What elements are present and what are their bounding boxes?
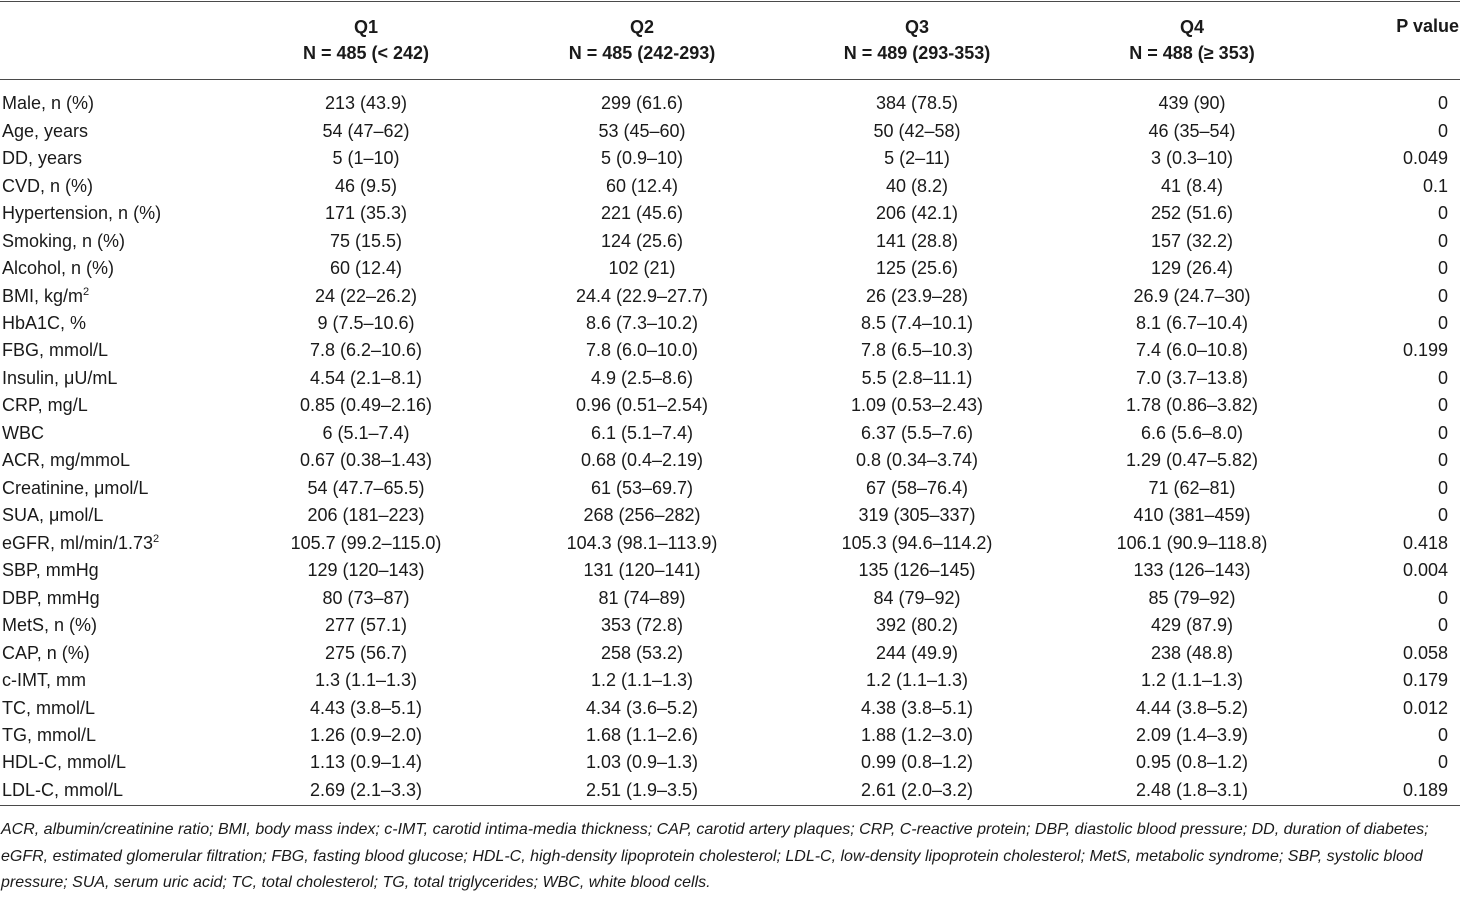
cell-q3: 5 (2–11) <box>884 148 950 169</box>
cell-q3: 7.8 (6.5–10.3) <box>860 340 974 361</box>
cell-q4: 7.4 (6.0–10.8) <box>1135 340 1249 361</box>
cell-p-value: 0 <box>1437 367 1448 388</box>
cell-q1: 60 (12.4) <box>329 258 403 279</box>
cell-q3: 5.5 (2.8–11.1) <box>861 367 973 388</box>
cell-q3: 244 (49.9) <box>875 642 959 663</box>
cell-q2: 104.3 (98.1–113.9) <box>566 532 718 553</box>
cell-q1: 54 (47.7–65.5) <box>307 477 425 498</box>
cell-q1: 213 (43.9) <box>324 93 408 114</box>
cell-q2: 4.9 (2.5–8.6) <box>590 367 694 388</box>
table-row <box>0 227 1460 254</box>
header-q3-title: Q3 <box>904 17 929 37</box>
row-label: CVD, n (%) <box>2 175 94 196</box>
cell-q4: 0.95 (0.8–1.2) <box>1135 752 1249 773</box>
cell-q1: 4.54 (2.1–8.1) <box>309 367 423 388</box>
cell-p-value: 0 <box>1437 725 1448 746</box>
cell-q3: 1.2 (1.1–1.3) <box>865 670 969 691</box>
superscript: 2 <box>153 532 160 545</box>
table-row <box>0 420 1460 447</box>
cell-q1: 1.3 (1.1–1.3) <box>314 670 418 691</box>
row-label: CRP, mg/L <box>2 395 88 416</box>
cell-q3: 392 (80.2) <box>875 615 959 636</box>
header-q1-title: Q1 <box>353 17 378 37</box>
cell-q2: 1.68 (1.1–2.6) <box>585 725 699 746</box>
table-row <box>0 777 1460 804</box>
cell-q2: 5 (0.9–10) <box>600 148 684 169</box>
cell-p-value: 0 <box>1437 312 1448 333</box>
cell-q2: 0.96 (0.51–2.54) <box>575 395 709 416</box>
spacer-row <box>0 80 1460 90</box>
cell-q3: 105.3 (94.6–114.2) <box>841 532 993 553</box>
cell-q1: 24 (22–26.2) <box>314 285 418 306</box>
row-label: Insulin, μU/mL <box>2 367 118 388</box>
table-row <box>0 612 1460 639</box>
cell-q4: 26.9 (24.7–30) <box>1133 285 1251 306</box>
superscript: 2 <box>83 285 90 298</box>
cell-p-value: 0 <box>1437 615 1448 636</box>
cell-q1: 9 (7.5–10.6) <box>317 312 415 333</box>
row-label: WBC <box>2 422 44 443</box>
table-row <box>0 200 1460 227</box>
cell-p-value: 0.199 <box>1402 340 1448 361</box>
cell-p-value: 0 <box>1437 395 1448 416</box>
cell-q4: 238 (48.8) <box>1150 642 1234 663</box>
cell-q2: 1.2 (1.1–1.3) <box>590 670 694 691</box>
cell-q3: 84 (79–92) <box>873 587 961 608</box>
cell-q2: 0.68 (0.4–2.19) <box>580 450 704 471</box>
cell-q2: 299 (61.6) <box>600 93 684 114</box>
cell-p-value: 0 <box>1437 422 1448 443</box>
cell-p-value: 0 <box>1437 230 1448 251</box>
cell-q4: 46 (35–54) <box>1148 120 1236 141</box>
cell-q3: 40 (8.2) <box>885 175 949 196</box>
row-label: Alcohol, n (%) <box>2 258 115 279</box>
cell-q1: 206 (181–223) <box>307 505 425 526</box>
cell-q4: 7.0 (3.7–13.8) <box>1135 367 1249 388</box>
table-row <box>0 667 1460 694</box>
cell-q2: 8.6 (7.3–10.2) <box>585 312 699 333</box>
cell-q4: 41 (8.4) <box>1160 175 1224 196</box>
row-label: FBG, mmol/L <box>2 340 109 361</box>
table-row <box>0 557 1460 584</box>
cell-q2: 131 (120–141) <box>583 560 701 581</box>
cell-p-value: 0.012 <box>1402 697 1448 718</box>
cell-q3: 141 (28.8) <box>875 230 959 251</box>
cell-q3: 6.37 (5.5–7.6) <box>860 422 974 443</box>
cell-q3: 26 (23.9–28) <box>865 285 969 306</box>
cell-q4: 129 (26.4) <box>1150 258 1234 279</box>
table-row <box>0 447 1460 474</box>
cell-q3: 1.09 (0.53–2.43) <box>850 395 984 416</box>
cell-q3: 50 (42–58) <box>873 120 961 141</box>
cell-q3: 0.99 (0.8–1.2) <box>860 752 974 773</box>
row-label: Creatinine, μmol/L <box>2 477 149 498</box>
cell-q1: 7.8 (6.2–10.6) <box>309 340 423 361</box>
cell-q1: 1.26 (0.9–2.0) <box>309 725 423 746</box>
cell-p-value: 0 <box>1437 258 1448 279</box>
row-label: BMI, $kg/m^2$ <box>2 285 90 306</box>
cell-q1: 0.85 (0.49–2.16) <box>299 395 433 416</box>
header-q1 <box>235 0 497 80</box>
cell-q1: 277 (57.1) <box>324 615 408 636</box>
row-label: DBP, mmHg <box>2 587 100 608</box>
table-row <box>0 172 1460 199</box>
cell-q4: 1.78 (0.86–3.82) <box>1125 395 1259 416</box>
cell-q3: 319 (305–337) <box>858 505 976 526</box>
row-label: HDL-C, mmol/L <box>2 752 127 773</box>
header-p-value <box>1337 0 1460 80</box>
table-footnote: ACR, albumin/creatinine ratio; BMI, body mass index; c-IMT, carotid intima-media thickness; CAP, carotid artery plaques; CRP, C-reactive protein; DBP, diastolic blood pressure; DD, duration of diabetes; eGFR, estimated glomerular filtration; FBG, fasting blood glucose; HDL-C, high-density lipoprotein cholesterol; LDL-C, low-density lipoprotein cholesterol; MetS, metabolic syndrome; SBP, systolic blood pressure; SUA, serum uric acid; TC, total cholesterol; TG, total triglycerides; WBC, white blood cells. <box>1 821 1429 891</box>
table-bottom-rule <box>0 805 1460 806</box>
cell-p-value: 0 <box>1437 93 1448 114</box>
cell-q3: 67 (58–76.4) <box>865 477 969 498</box>
header-row <box>0 0 1460 80</box>
header-q1-sub: N = 485 (< 242) <box>302 43 430 63</box>
row-label: MetS, n (%) <box>2 615 98 636</box>
cell-q3: 125 (25.6) <box>875 258 959 279</box>
cell-q4: 3 (0.3–10) <box>1150 148 1234 169</box>
table-row <box>0 145 1460 172</box>
cell-q1: 5 (1–10) <box>332 148 400 169</box>
cell-p-value: 0.179 <box>1402 670 1448 691</box>
header-q3 <box>787 0 1047 80</box>
cell-p-value: 0 <box>1437 752 1448 773</box>
cell-q3: 384 (78.5) <box>875 93 959 114</box>
table-row <box>0 722 1460 749</box>
cell-p-value: 0 <box>1437 505 1448 526</box>
row-label: Hypertension, n (%) <box>2 203 162 224</box>
table-row <box>0 694 1460 721</box>
cell-q1: 2.69 (2.1–3.3) <box>309 779 423 800</box>
cell-q4: 439 (90) <box>1158 93 1226 114</box>
header-q3-sub: N = 489 (293-353) <box>843 43 991 63</box>
cell-p-value: 0.418 <box>1402 532 1448 553</box>
header-q2 <box>497 0 787 80</box>
cell-q2: 102 (21) <box>608 258 676 279</box>
cell-q2: 24.4 (22.9–27.7) <box>575 285 709 306</box>
cell-q4: 1.29 (0.47–5.82) <box>1125 450 1259 471</box>
cell-q3: 1.88 (1.2–3.0) <box>860 725 974 746</box>
cell-q2: 221 (45.6) <box>600 203 684 224</box>
header-q2-sub: N = 485 (242-293) <box>568 43 716 63</box>
row-label: Age, years <box>2 120 89 141</box>
cell-q3: 0.8 (0.34–3.74) <box>855 450 979 471</box>
cell-q3: 4.38 (3.8–5.1) <box>860 697 974 718</box>
cell-q2: 60 (12.4) <box>605 175 679 196</box>
header-q4-title: Q4 <box>1179 17 1204 37</box>
cell-q3: 2.61 (2.0–3.2) <box>860 779 974 800</box>
cell-p-value: 0.058 <box>1402 642 1448 663</box>
cell-q2: 4.34 (3.6–5.2) <box>585 697 699 718</box>
cell-q2: 81 (74–89) <box>598 587 686 608</box>
cell-q4: 429 (87.9) <box>1150 615 1234 636</box>
cell-q2: 258 (53.2) <box>600 642 684 663</box>
table-body <box>0 80 1460 804</box>
table-row <box>0 282 1460 309</box>
cell-q2: 61 (53–69.7) <box>590 477 694 498</box>
table-row <box>0 749 1460 776</box>
row-label: CAP, n (%) <box>2 642 90 663</box>
cell-q1: 4.43 (3.8–5.1) <box>309 697 423 718</box>
table-row <box>0 584 1460 611</box>
header-q4 <box>1047 0 1337 80</box>
cell-q4: 252 (51.6) <box>1150 203 1234 224</box>
table-row <box>0 117 1460 144</box>
cell-q4: 8.1 (6.7–10.4) <box>1135 312 1249 333</box>
header-p-value-title: P value <box>1396 16 1459 36</box>
cell-q2: 1.03 (0.9–1.3) <box>585 752 699 773</box>
table-row <box>0 530 1460 557</box>
row-label: eGFR, ml/min/1.73$^2$ <box>2 532 160 553</box>
cell-q4: 71 (62–81) <box>1148 477 1236 498</box>
cell-q3: 206 (42.1) <box>875 203 959 224</box>
cell-q4: 410 (381–459) <box>1133 505 1251 526</box>
row-label: SBP, mmHg <box>2 560 99 581</box>
cell-q2: 7.8 (6.0–10.0) <box>585 340 699 361</box>
cell-q4: 6.6 (5.6–8.0) <box>1140 422 1244 443</box>
row-label: Smoking, n (%) <box>2 230 126 251</box>
header-q2-title: Q2 <box>629 17 654 37</box>
cell-p-value: 0.1 <box>1422 175 1448 196</box>
cell-p-value: 0.049 <box>1402 148 1448 169</box>
cell-q3: 135 (126–145) <box>858 560 976 581</box>
cell-q4: 2.48 (1.8–3.1) <box>1135 779 1249 800</box>
cell-q3: 8.5 (7.4–10.1) <box>860 312 974 333</box>
cell-q4: 106.1 (90.9–118.8) <box>1116 532 1268 553</box>
cell-q1: 105.7 (99.2–115.0) <box>290 532 442 553</box>
row-label: DD, years <box>2 148 83 169</box>
cell-q4: 4.44 (3.8–5.2) <box>1135 697 1249 718</box>
cell-q4: 1.2 (1.1–1.3) <box>1140 670 1244 691</box>
table-row <box>0 639 1460 666</box>
cell-q1: 6 (5.1–7.4) <box>322 422 410 443</box>
header-variable <box>0 0 235 80</box>
cell-p-value: 0 <box>1437 587 1448 608</box>
row-label: LDL-C, mmol/L <box>2 779 124 800</box>
cell-q2: 353 (72.8) <box>600 615 684 636</box>
row-label: Male, n (%) <box>2 93 95 114</box>
cell-q1: 1.13 (0.9–1.4) <box>309 752 423 773</box>
cell-q2: 2.51 (1.9–3.5) <box>585 779 699 800</box>
cell-q1: 46 (9.5) <box>334 175 398 196</box>
cell-q2: 268 (256–282) <box>583 505 701 526</box>
cell-q1: 54 (47–62) <box>322 120 410 141</box>
cell-q4: 133 (126–143) <box>1133 560 1251 581</box>
cell-p-value: 0 <box>1437 450 1448 471</box>
cell-q2: 124 (25.6) <box>600 230 684 251</box>
cell-q1: 275 (56.7) <box>324 642 408 663</box>
table-row <box>0 475 1460 502</box>
cell-p-value: 0.189 <box>1402 779 1448 800</box>
table-row <box>0 502 1460 529</box>
cell-p-value: 0 <box>1437 203 1448 224</box>
cell-q2: 53 (45–60) <box>598 120 686 141</box>
cell-q4: 85 (79–92) <box>1148 587 1236 608</box>
row-label: c-IMT, mm <box>2 670 86 691</box>
cell-q1: 129 (120–143) <box>307 560 425 581</box>
table-row <box>0 337 1460 364</box>
cell-p-value: 0 <box>1437 477 1448 498</box>
cell-q4: 2.09 (1.4–3.9) <box>1135 725 1249 746</box>
table-header <box>0 0 1460 80</box>
cell-q2: 6.1 (5.1–7.4) <box>590 422 694 443</box>
table-row <box>0 365 1460 392</box>
header-q4-sub: N = 488 (≥ 353) <box>1129 43 1255 63</box>
table-row <box>0 255 1460 282</box>
cell-q1: 80 (73–87) <box>322 587 410 608</box>
table-row <box>0 310 1460 337</box>
row-label: HbA1C, % <box>2 312 87 333</box>
cell-q1: 75 (15.5) <box>329 230 403 251</box>
cell-q4: 157 (32.2) <box>1150 230 1234 251</box>
row-label: SUA, μmol/L <box>2 505 104 526</box>
cell-p-value: 0.004 <box>1402 560 1448 581</box>
table-row <box>0 392 1460 419</box>
row-label: ACR, mg/mmoL <box>2 450 131 471</box>
row-label: TG, mmol/L <box>2 725 97 746</box>
cell-q1: 171 (35.3) <box>324 203 408 224</box>
cell-q1: 0.67 (0.38–1.43) <box>299 450 433 471</box>
table-row <box>0 90 1460 117</box>
cell-p-value: 0 <box>1437 120 1448 141</box>
row-label: TC, mmol/L <box>2 697 96 718</box>
cell-p-value: 0 <box>1437 285 1448 306</box>
